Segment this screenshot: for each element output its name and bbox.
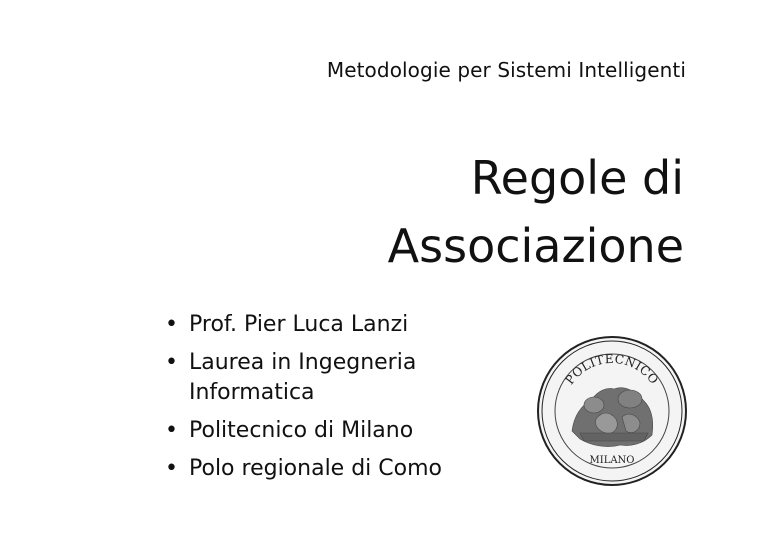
seal-icon bbox=[536, 335, 688, 487]
bullet-item: • Polo regionale di Como bbox=[165, 454, 459, 484]
bullet-item: • Prof. Pier Luca Lanzi bbox=[165, 310, 459, 340]
title-line-2: Associazione bbox=[387, 219, 684, 273]
bullet-item: • Politecnico di Milano bbox=[165, 416, 459, 446]
seal-top-text: POLITECNICO bbox=[562, 351, 662, 388]
bullet-list bbox=[165, 310, 459, 492]
course-name: Metodologie per Sistemi Intelligenti bbox=[326, 58, 686, 82]
seal-bottom-text: MILANO bbox=[589, 455, 635, 466]
title-line-1: Regole di bbox=[470, 151, 684, 205]
bullet-item: • Laurea in Ingegneria Informatica bbox=[165, 348, 459, 408]
slide-title bbox=[388, 144, 684, 280]
politecnico-seal bbox=[536, 335, 688, 487]
